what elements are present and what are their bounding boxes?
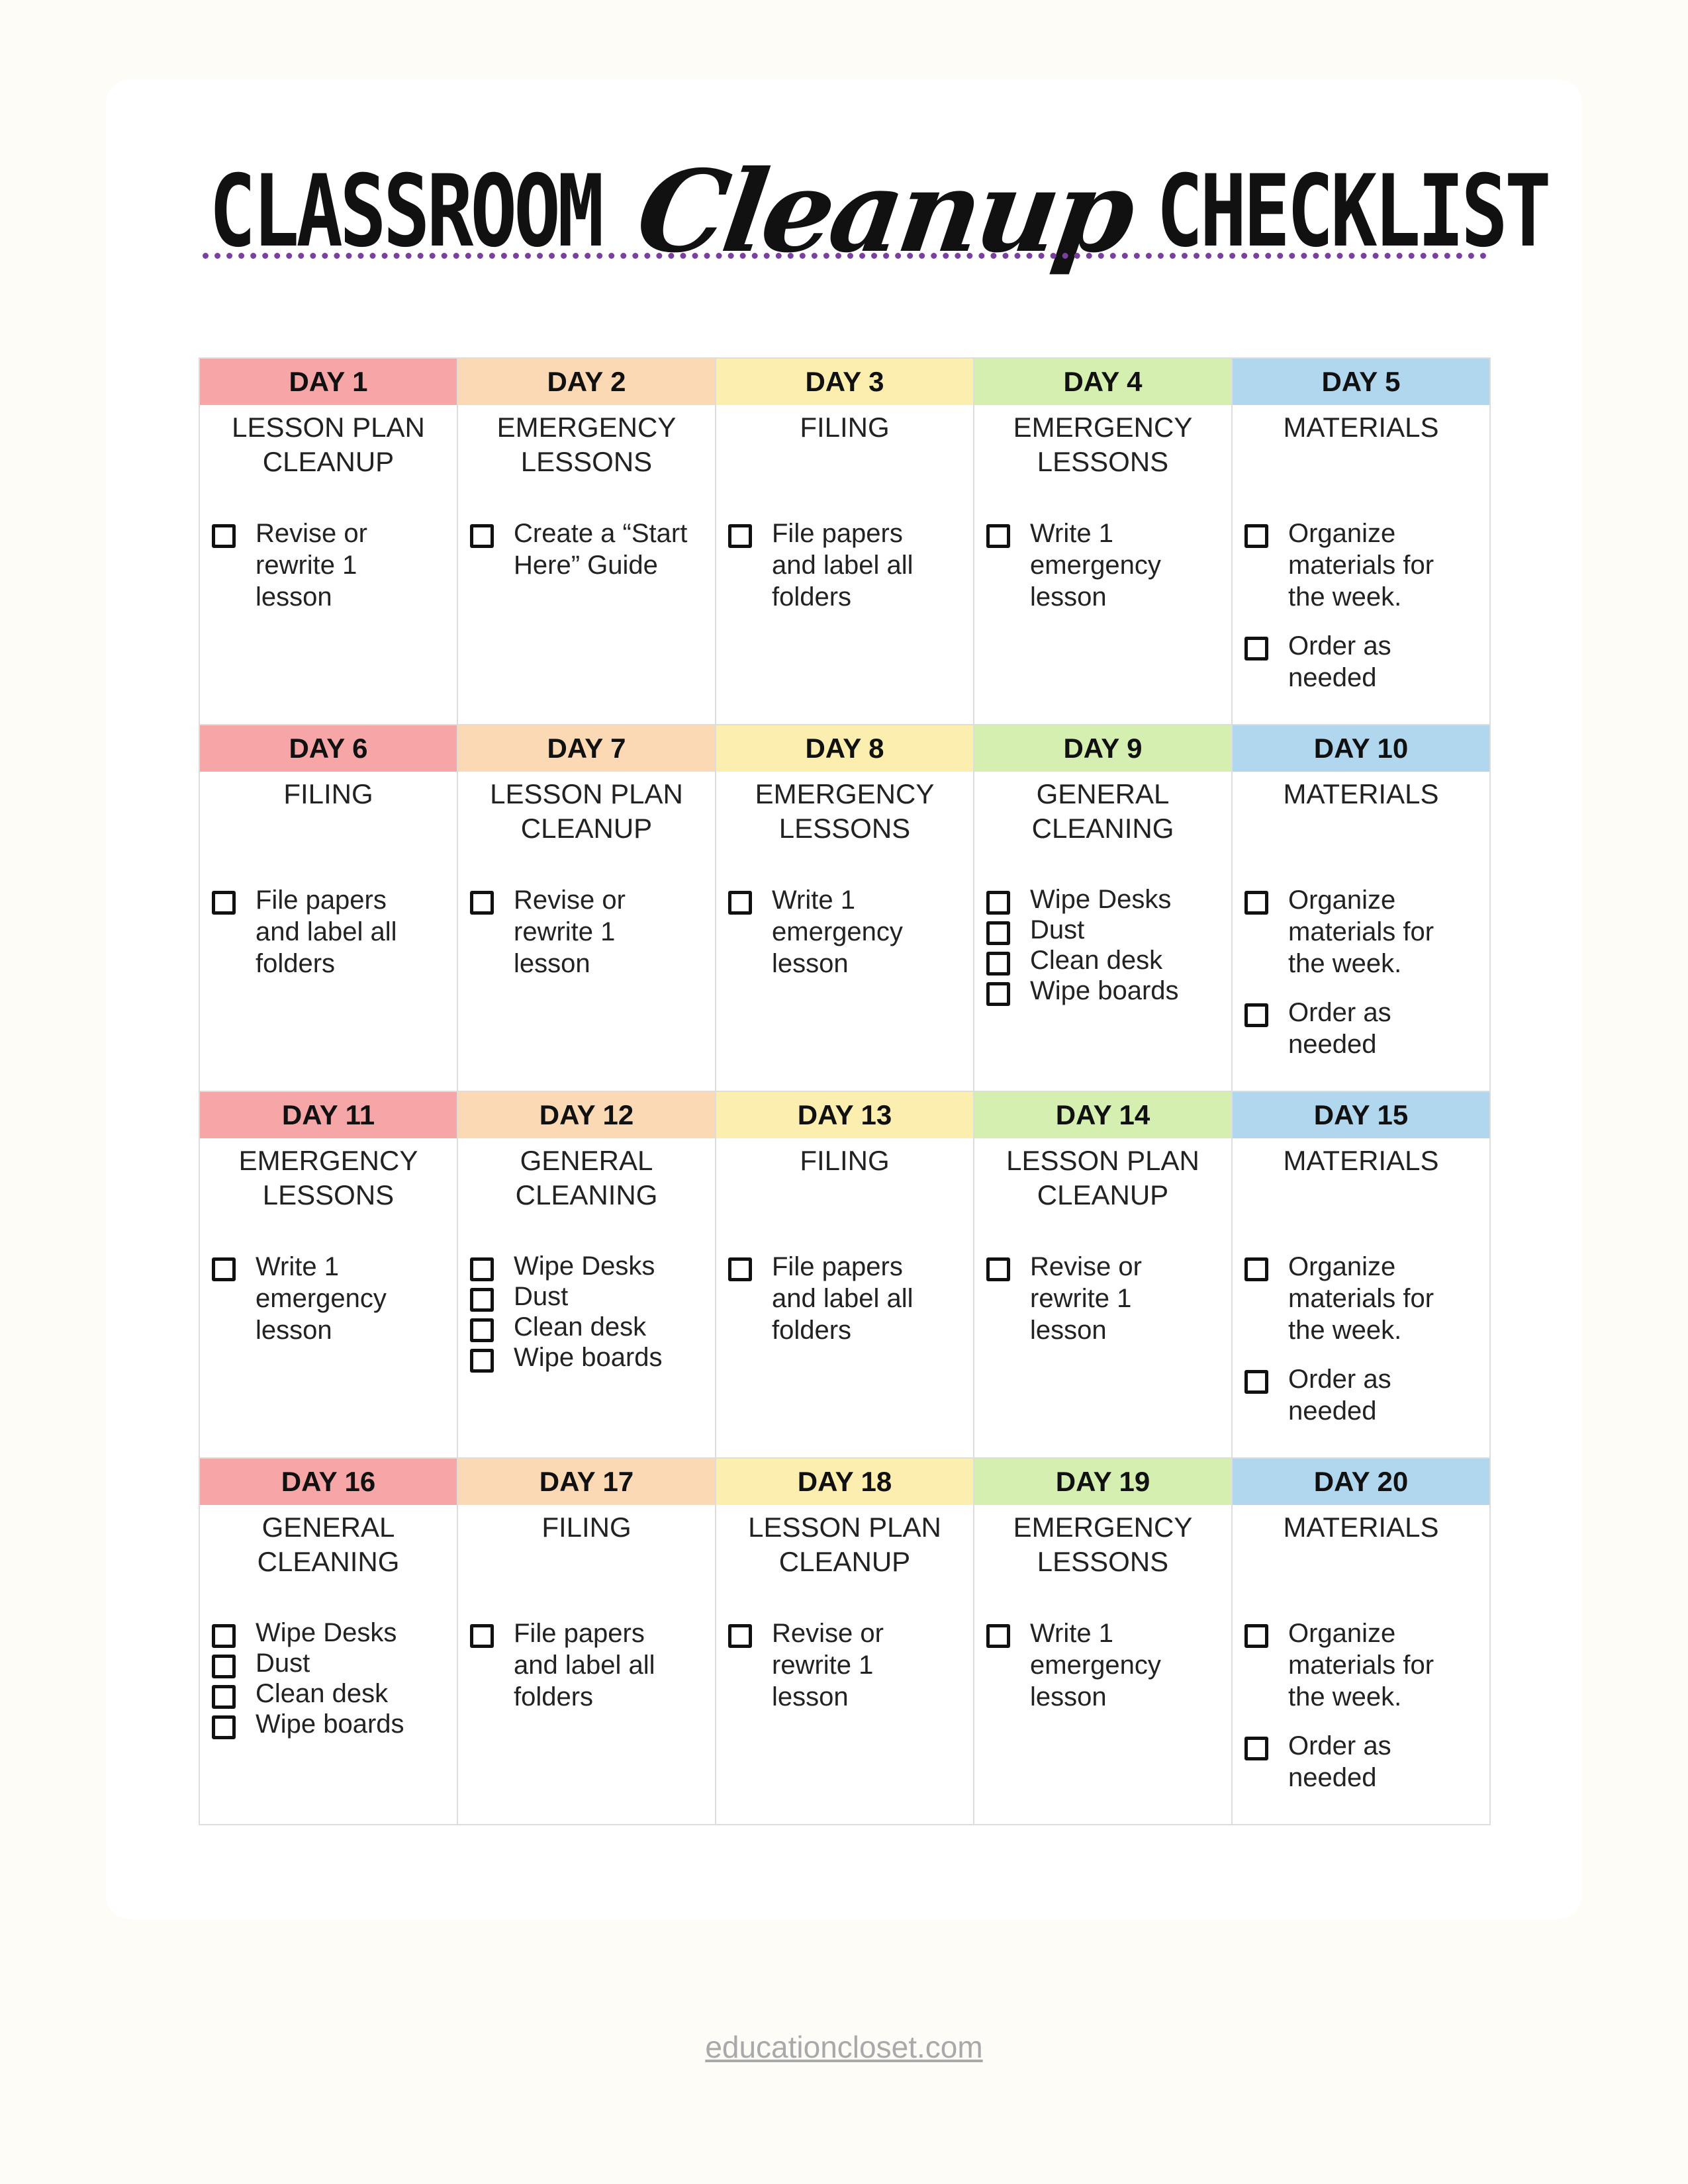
task-item bbox=[1244, 518, 1485, 613]
task-item bbox=[470, 1312, 711, 1342]
day-cell bbox=[1231, 1091, 1489, 1457]
task-label: Order as needed bbox=[1288, 998, 1391, 1059]
task-label: Wipe Desks bbox=[514, 1251, 655, 1281]
task-label: Write 1 emergency lesson bbox=[772, 886, 903, 978]
checkbox[interactable] bbox=[212, 1655, 236, 1678]
day-header: DAY 15 bbox=[1233, 1092, 1489, 1138]
day-topic: FILING bbox=[800, 412, 890, 443]
checkbox[interactable] bbox=[470, 1257, 494, 1281]
checkbox[interactable] bbox=[1244, 1257, 1268, 1281]
checkbox[interactable] bbox=[1244, 1737, 1268, 1760]
day-topic: EMERGENCY LESSONS bbox=[1013, 1512, 1193, 1577]
task-item bbox=[1244, 997, 1485, 1060]
task-list bbox=[1244, 518, 1485, 711]
checkbox[interactable] bbox=[986, 524, 1010, 548]
checkbox[interactable] bbox=[470, 1624, 494, 1648]
task-label: File papers and label all folders bbox=[772, 1252, 914, 1345]
task-list bbox=[470, 518, 711, 598]
day-topic: GENERAL CLEANING bbox=[1031, 778, 1174, 844]
task-label: Write 1 emergency lesson bbox=[1030, 519, 1161, 612]
task-label: File papers and label all folders bbox=[514, 1619, 655, 1711]
task-list bbox=[986, 884, 1227, 1006]
task-item bbox=[470, 884, 711, 979]
task-list bbox=[1244, 884, 1485, 1077]
task-item bbox=[470, 1251, 711, 1281]
task-item bbox=[986, 915, 1227, 945]
day-header: DAY 17 bbox=[458, 1459, 715, 1505]
task-item bbox=[986, 1251, 1227, 1346]
task-label: Order as needed bbox=[1288, 1731, 1391, 1792]
task-list bbox=[986, 518, 1227, 630]
task-label: Clean desk bbox=[1030, 946, 1163, 975]
day-cell bbox=[1231, 1457, 1489, 1824]
day-cell bbox=[457, 724, 715, 1091]
task-label: Wipe boards bbox=[256, 1709, 404, 1739]
task-item bbox=[212, 1251, 453, 1346]
day-topic: LESSON PLAN CLEANUP bbox=[232, 412, 425, 477]
task-label: Revise or rewrite 1 lesson bbox=[1030, 1252, 1142, 1345]
day-topic: MATERIALS bbox=[1283, 412, 1439, 443]
task-list bbox=[728, 1251, 969, 1363]
task-item bbox=[986, 884, 1227, 915]
day-cell bbox=[715, 724, 973, 1091]
task-list bbox=[212, 884, 453, 997]
task-item bbox=[1244, 630, 1485, 694]
task-label: Revise or rewrite 1 lesson bbox=[256, 519, 367, 612]
checkbox[interactable] bbox=[986, 982, 1010, 1006]
task-label: Order as needed bbox=[1288, 1365, 1391, 1426]
task-item bbox=[212, 1617, 453, 1648]
day-cell bbox=[715, 1091, 973, 1457]
task-item bbox=[1244, 1730, 1485, 1794]
day-topic: EMERGENCY LESSONS bbox=[238, 1145, 418, 1210]
day-topic: EMERGENCY LESSONS bbox=[496, 412, 677, 477]
checkbox[interactable] bbox=[470, 1318, 494, 1342]
checkbox[interactable] bbox=[212, 1685, 236, 1709]
task-item bbox=[728, 518, 969, 613]
day-header: DAY 2 bbox=[458, 359, 715, 405]
task-label: Wipe Desks bbox=[1030, 885, 1172, 914]
checkbox[interactable] bbox=[986, 891, 1010, 915]
day-cell bbox=[457, 1457, 715, 1824]
day-header: DAY 16 bbox=[200, 1459, 457, 1505]
task-item bbox=[212, 1678, 453, 1709]
task-list bbox=[212, 518, 453, 630]
task-item bbox=[470, 1617, 711, 1713]
day-topic: EMERGENCY LESSONS bbox=[1013, 412, 1193, 477]
task-item bbox=[728, 1617, 969, 1713]
task-label: Organize materials for the week. bbox=[1288, 1619, 1434, 1711]
task-label: Wipe boards bbox=[1030, 976, 1179, 1005]
checkbox[interactable] bbox=[1244, 637, 1268, 660]
task-label: File papers and label all folders bbox=[772, 519, 914, 612]
checkbox[interactable] bbox=[470, 891, 494, 915]
task-item bbox=[212, 884, 453, 979]
checkbox[interactable] bbox=[212, 1257, 236, 1281]
task-label: Clean desk bbox=[514, 1312, 647, 1342]
day-topic: FILING bbox=[541, 1512, 632, 1543]
task-list bbox=[470, 1617, 711, 1730]
day-cell bbox=[457, 1091, 715, 1457]
day-cell bbox=[973, 724, 1231, 1091]
day-cell bbox=[715, 357, 973, 724]
task-label: Dust bbox=[256, 1649, 310, 1678]
task-list bbox=[728, 1617, 969, 1730]
day-topic: MATERIALS bbox=[1283, 1145, 1439, 1176]
task-label: Order as needed bbox=[1288, 631, 1391, 692]
day-cell bbox=[199, 724, 457, 1091]
task-item bbox=[728, 884, 969, 979]
title-word-cleanup: Cleanup bbox=[629, 146, 1140, 278]
task-label: Clean desk bbox=[256, 1679, 389, 1708]
checkbox[interactable] bbox=[728, 524, 752, 548]
task-list bbox=[470, 1251, 711, 1373]
day-header: DAY 18 bbox=[716, 1459, 973, 1505]
checkbox[interactable] bbox=[986, 1257, 1010, 1281]
task-item bbox=[470, 518, 711, 581]
checkbox[interactable] bbox=[470, 1349, 494, 1373]
task-label: Write 1 emergency lesson bbox=[1030, 1619, 1161, 1711]
day-header: DAY 6 bbox=[200, 725, 457, 772]
day-cell bbox=[973, 1457, 1231, 1824]
day-cell bbox=[199, 1091, 457, 1457]
task-list bbox=[728, 884, 969, 997]
task-list bbox=[212, 1251, 453, 1363]
task-list bbox=[728, 518, 969, 630]
task-item bbox=[470, 1281, 711, 1312]
checkbox[interactable] bbox=[1244, 524, 1268, 548]
title-dotted-underline bbox=[203, 253, 1487, 259]
checkbox[interactable] bbox=[728, 1624, 752, 1648]
task-label: Revise or rewrite 1 lesson bbox=[772, 1619, 884, 1711]
task-label: File papers and label all folders bbox=[256, 886, 397, 978]
day-header: DAY 12 bbox=[458, 1092, 715, 1138]
checkbox[interactable] bbox=[986, 1624, 1010, 1648]
day-topic: LESSON PLAN CLEANUP bbox=[748, 1512, 941, 1577]
day-header: DAY 8 bbox=[716, 725, 973, 772]
task-label: Dust bbox=[514, 1282, 569, 1311]
day-topic: EMERGENCY LESSONS bbox=[755, 778, 935, 844]
task-list bbox=[212, 1617, 453, 1739]
task-item bbox=[986, 1617, 1227, 1713]
day-header: DAY 13 bbox=[716, 1092, 973, 1138]
task-item bbox=[1244, 1251, 1485, 1346]
task-item bbox=[212, 1648, 453, 1678]
day-cell bbox=[1231, 724, 1489, 1091]
task-item bbox=[986, 976, 1227, 1006]
task-item bbox=[212, 518, 453, 613]
footer-link[interactable]: educationcloset.com bbox=[705, 2030, 983, 2064]
checkbox[interactable] bbox=[212, 1715, 236, 1739]
day-cell bbox=[457, 357, 715, 724]
task-item bbox=[986, 945, 1227, 976]
day-header: DAY 9 bbox=[974, 725, 1231, 772]
day-cell bbox=[715, 1457, 973, 1824]
checkbox[interactable] bbox=[728, 1257, 752, 1281]
task-label: Wipe Desks bbox=[256, 1618, 397, 1647]
day-topic: MATERIALS bbox=[1283, 1512, 1439, 1543]
task-label: Revise or rewrite 1 lesson bbox=[514, 886, 626, 978]
day-header: DAY 11 bbox=[200, 1092, 457, 1138]
task-label: Wipe boards bbox=[514, 1343, 663, 1372]
title-word-classroom: CLASSROOM bbox=[209, 154, 601, 269]
checkbox[interactable] bbox=[1244, 1370, 1268, 1394]
task-label: Organize materials for the week. bbox=[1288, 886, 1434, 978]
day-topic: LESSON PLAN CLEANUP bbox=[490, 778, 683, 844]
day-topic: MATERIALS bbox=[1283, 778, 1439, 809]
day-header: DAY 1 bbox=[200, 359, 457, 405]
day-cell bbox=[1231, 357, 1489, 724]
checkbox[interactable] bbox=[986, 921, 1010, 945]
day-topic: LESSON PLAN CLEANUP bbox=[1006, 1145, 1199, 1210]
checkbox[interactable] bbox=[728, 891, 752, 915]
checklist-grid bbox=[199, 357, 1491, 1825]
day-header: DAY 4 bbox=[974, 359, 1231, 405]
checkbox[interactable] bbox=[470, 524, 494, 548]
task-label: Write 1 emergency lesson bbox=[256, 1252, 387, 1345]
task-label: Organize materials for the week. bbox=[1288, 1252, 1434, 1345]
day-header: DAY 19 bbox=[974, 1459, 1231, 1505]
task-list bbox=[986, 1617, 1227, 1730]
task-item bbox=[728, 1251, 969, 1346]
day-cell bbox=[199, 1457, 457, 1824]
task-label: Organize materials for the week. bbox=[1288, 519, 1434, 612]
day-cell bbox=[199, 357, 457, 724]
task-list bbox=[1244, 1251, 1485, 1444]
checkbox[interactable] bbox=[212, 891, 236, 915]
day-header: DAY 7 bbox=[458, 725, 715, 772]
day-header: DAY 10 bbox=[1233, 725, 1489, 772]
day-topic: FILING bbox=[283, 778, 373, 809]
task-item bbox=[1244, 1363, 1485, 1427]
task-list bbox=[470, 884, 711, 997]
task-list bbox=[1244, 1617, 1485, 1811]
task-label: Create a “Start Here” Guide bbox=[514, 519, 688, 580]
day-topic: GENERAL CLEANING bbox=[515, 1145, 658, 1210]
task-item bbox=[212, 1709, 453, 1739]
day-cell bbox=[973, 357, 1231, 724]
checkbox[interactable] bbox=[1244, 1624, 1268, 1648]
checkbox[interactable] bbox=[470, 1288, 494, 1312]
checkbox[interactable] bbox=[1244, 891, 1268, 915]
day-topic: FILING bbox=[800, 1145, 890, 1176]
day-topic: GENERAL CLEANING bbox=[257, 1512, 400, 1577]
day-header: DAY 5 bbox=[1233, 359, 1489, 405]
day-header: DAY 20 bbox=[1233, 1459, 1489, 1505]
day-header: DAY 3 bbox=[716, 359, 973, 405]
day-cell bbox=[973, 1091, 1231, 1457]
task-list bbox=[986, 1251, 1227, 1363]
task-item bbox=[1244, 1617, 1485, 1713]
title-word-checklist: CHECKLIST bbox=[1156, 154, 1548, 269]
task-item bbox=[986, 518, 1227, 613]
task-item bbox=[470, 1342, 711, 1373]
task-item bbox=[1244, 884, 1485, 979]
day-header: DAY 14 bbox=[974, 1092, 1231, 1138]
checkbox[interactable] bbox=[986, 952, 1010, 976]
checkbox[interactable] bbox=[1244, 1003, 1268, 1027]
checkbox[interactable] bbox=[212, 1624, 236, 1648]
task-label: Dust bbox=[1030, 915, 1085, 944]
checkbox[interactable] bbox=[212, 524, 236, 548]
